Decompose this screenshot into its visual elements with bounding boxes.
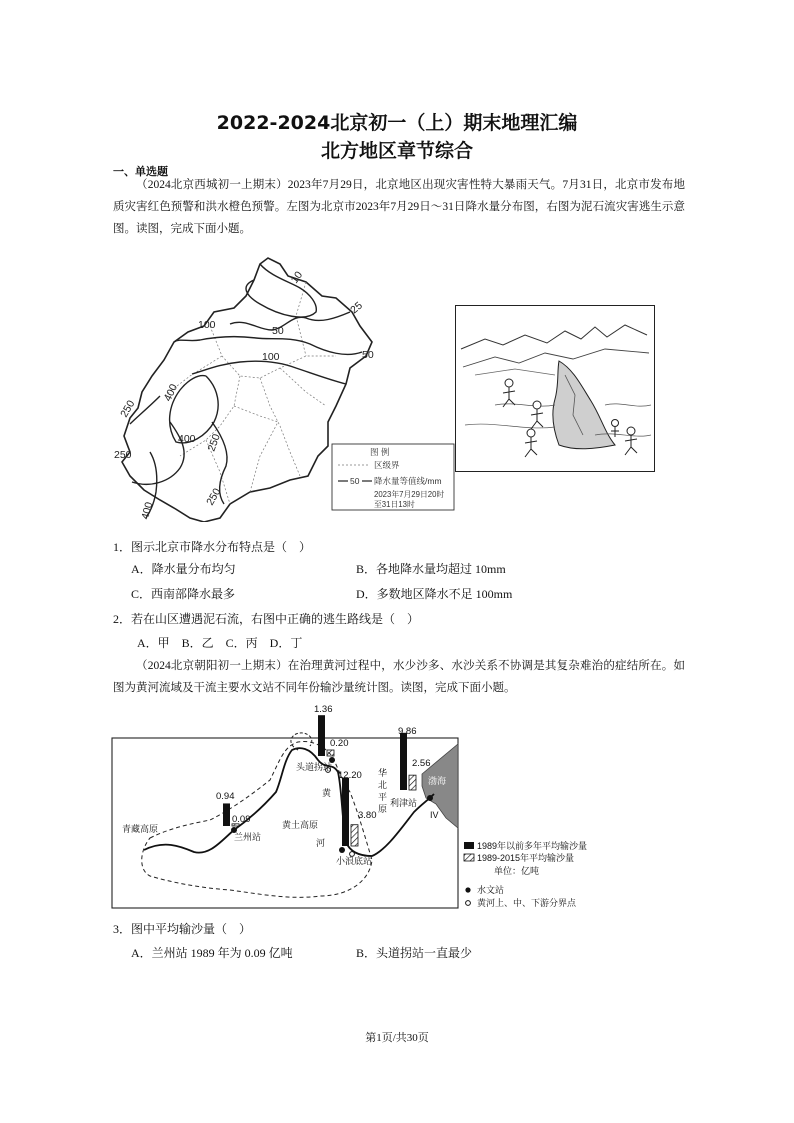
plain-label-bei: 北 bbox=[378, 780, 388, 790]
legend-title: 图 例 bbox=[370, 447, 390, 457]
river-label-huang: 黄 bbox=[322, 788, 332, 798]
document-subtitle: 北方地区章节综合 bbox=[320, 140, 473, 162]
contour-label: 25 bbox=[348, 299, 365, 317]
question-1-option-c[interactable]: C．西南部降水最多 bbox=[131, 587, 236, 601]
contour-label: 400 bbox=[161, 382, 181, 404]
legend-date-2: 至31日13时 bbox=[374, 500, 415, 509]
bar-before-1989 bbox=[318, 715, 325, 756]
legend-unit: 单位：亿吨 bbox=[494, 866, 540, 876]
lanzhou-after-label: 0.09 bbox=[232, 814, 251, 825]
legend-boundary: 区级界 bbox=[374, 460, 400, 470]
contour-label: 100 bbox=[262, 351, 280, 363]
lijin-station-dot bbox=[427, 795, 433, 801]
bohai-label: 渤海 bbox=[428, 776, 447, 786]
legend-isoline: 降水量等值线/mm bbox=[374, 476, 442, 486]
contour-label: 400 bbox=[139, 500, 156, 521]
question-3-option-b[interactable]: B．头道拐站一直最少 bbox=[356, 946, 473, 960]
beijing-precipitation-map bbox=[110, 256, 458, 522]
question-3-option-a[interactable]: A．兰州站 1989 年为 0.09 亿吨 bbox=[131, 946, 293, 960]
lijin-before-label: 9.86 bbox=[398, 726, 417, 737]
contour-label: 250 bbox=[205, 432, 223, 454]
document-title: 2022-2024北京初一（上）期末地理汇编 bbox=[216, 112, 578, 134]
legend-station: 水文站 bbox=[477, 885, 505, 895]
lanzhou-label: 兰州站 bbox=[234, 832, 262, 842]
legend-division-dot bbox=[466, 901, 471, 906]
contour-label: 50 bbox=[272, 325, 284, 337]
section-heading: 一、单选题 bbox=[113, 165, 168, 178]
lijin-label: 利津站 bbox=[390, 798, 418, 808]
plain-label-ping: 平 bbox=[378, 792, 388, 802]
legend-isoline-number: 50 bbox=[350, 476, 360, 486]
contour-label: 10 bbox=[288, 269, 306, 286]
passage-2: （2024北京朝阳初一上期末）在治理黄河过程中，水少沙多、水沙关系不协调是其复杂难治的症结所在。如图为黄河流域及干流主要水文站不同年份输沙量统计图。读图，完成下面小题。 bbox=[113, 660, 685, 694]
question-1-stem: 1．图示北京市降水分布特点是（ ） bbox=[113, 540, 312, 554]
xiaolangdi-before-label: 12.20 bbox=[338, 770, 362, 781]
toudao-label: 头道拐站 bbox=[296, 762, 333, 772]
legend-division: 黄河上、中、下游分界点 bbox=[477, 898, 577, 908]
contour-label: 400 bbox=[178, 433, 196, 445]
contour-label: 250 bbox=[114, 449, 132, 461]
passage-1: （2024北京西城初一上期末）2023年7月29日，北京地区出现灾害性特大暴雨天气。7月31日，北京市发布地质灾害红色预警和洪水橙色预警。左图为北京市2023年7月29日～31日降水量分布图，右图为泥石流灾害逃生示意图。读图，完成下面小题。 bbox=[113, 179, 685, 235]
toudao-after-label: 0.20 bbox=[330, 738, 349, 749]
question-2-options[interactable]: A．甲 B．乙 C．丙 D．丁 bbox=[137, 636, 303, 650]
question-1-option-a[interactable]: A．降水量分布均匀 bbox=[131, 562, 236, 576]
lanzhou-before-label: 0.94 bbox=[216, 791, 235, 802]
question-1-option-b[interactable]: B．各地降水量均超过 10mm bbox=[356, 562, 506, 576]
xiaolangdi-station-dot bbox=[339, 847, 345, 853]
plain-label-hua: 华 bbox=[378, 768, 388, 778]
river-label-he: 河 bbox=[316, 838, 326, 848]
toudao-before-label: 1.36 bbox=[314, 704, 333, 715]
xiaolangdi-after-label: 3.80 bbox=[358, 810, 377, 821]
question-1-option-d[interactable]: D．多数地区降水不足 100mm bbox=[356, 587, 513, 601]
yellow-river-sediment-map bbox=[110, 700, 630, 910]
question-3-stem: 3．图中平均输沙量（ ） bbox=[113, 922, 252, 936]
legend-solid: 1989年以前多年平均输沙量 bbox=[477, 841, 588, 851]
bar-before-1989 bbox=[342, 778, 349, 846]
contour-label: 250 bbox=[118, 398, 138, 420]
page-footer: 第1页/共30页 bbox=[365, 1032, 429, 1044]
bar-1989-2015 bbox=[351, 825, 358, 846]
contour-label: 100 bbox=[198, 319, 216, 331]
plain-label-yuan: 原 bbox=[378, 804, 388, 814]
legend-date-1: 2023年7月29日20时 bbox=[374, 490, 445, 499]
contour-label: 50 bbox=[362, 349, 374, 361]
qinghai-plateau-label: 青藏高原 bbox=[122, 824, 159, 834]
mudslide-escape-illustration bbox=[455, 305, 655, 472]
contour-label: 250 bbox=[204, 486, 224, 508]
roman-four-label: IV bbox=[430, 810, 439, 820]
loess-plateau-label: 黄土高原 bbox=[282, 820, 319, 830]
lijin-after-label: 2.56 bbox=[412, 758, 431, 769]
legend-hatched: 1989-2015年平均输沙量 bbox=[477, 853, 575, 863]
legend-station-dot bbox=[465, 887, 470, 892]
bar-1989-2015 bbox=[409, 775, 416, 790]
question-2-stem: 2．若在山区遭遇泥石流，右图中正确的逃生路线是（ ） bbox=[113, 612, 420, 626]
legend-solid-swatch bbox=[464, 842, 474, 849]
bar-1989-2015 bbox=[327, 750, 334, 756]
bar-before-1989 bbox=[400, 733, 407, 790]
bar-before-1989 bbox=[223, 803, 230, 826]
xiaolangdi-label: 小浪底站 bbox=[336, 856, 373, 866]
legend-hatched-swatch bbox=[464, 854, 474, 861]
